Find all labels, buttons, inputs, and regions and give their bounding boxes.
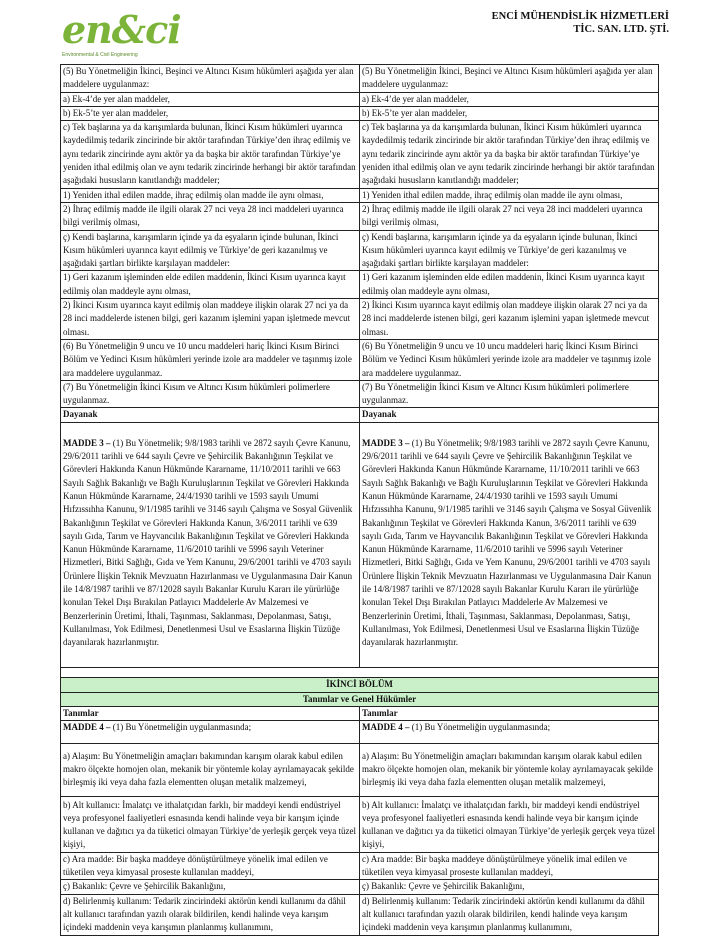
madde-4-left: [61, 721, 360, 743]
cell-left: 1) Yeniden ithal edilen madde, ihraç edilmiş olan madde ile aynı olması,: [61, 188, 360, 202]
logo-tagline: Environmental & Civil Engineering: [62, 52, 138, 58]
table-row: [61, 408, 659, 422]
company-line-2: TİC. SAN. LTD. ŞTİ.: [573, 24, 669, 35]
madde-label: MADDE 4 –: [63, 722, 111, 733]
cell-left: b) Ek-5’te yer alan maddeler,: [61, 106, 360, 120]
tanimlar-heading-left: Tanımlar: [61, 707, 360, 721]
table-row: [61, 668, 659, 678]
madde-text: (1) Bu Yönetmeliğin uygulanmasında;: [110, 722, 252, 733]
table-row: [61, 271, 659, 299]
table-row: [61, 743, 659, 796]
company-line-1: ENCİ MÜHENDİSLİK HİZMETLERİ: [491, 11, 669, 22]
table-row: [61, 202, 659, 230]
cell-right: c) Ara madde: Bir başka maddeye dönüştürülmeye yönelik imal edilen ve tüketilen veya kimyasal proseste kullanılan maddeyi,: [360, 852, 659, 880]
table-row: [61, 796, 659, 852]
cell-right: 1) Geri kazanım işleminden elde edilen maddenin, İkinci Kısım uyarınca kayıt edilmiş olan maddeyle aynı olması,: [360, 271, 659, 299]
cell-left: c) Ara madde: Bir başka maddeye dönüştürülmeye yönelik imal edilen ve tüketilen veya kimyasal proseste kullanılan maddeyi,: [61, 852, 360, 880]
cell-right: c) Tek başlarına ya da karışımlarda bulunan, İkinci Kısım hükümleri uyarınca kaydedilmiş tedarik zincirinde bir aktör tarafından Türkiye’den ihraç edilmiş ve aynı tedarik zincirinde aynı aktör ya da başka bir aktör tarafından Türkiye’ye yeniden ithal edilmiş olan ve aynı tedarik zincirinde herhangi bir aktör tarafından aşağıdaki hususların kanıtlandığı maddeler;: [360, 121, 659, 188]
cell-right: a) Ek-4’de yer alan maddeler,: [360, 92, 659, 106]
cell-left: b) Alt kullanıcı: İmalatçı ve ithalatçıdan farklı, bir maddeyi kendi endüstriyel veya profesyonel faaliyetleri esnasında kendi halinde veya bir karışım içinde kullanan ve dağıtıcı ya da tüketici olmayan Türkiye’de yerleşik gerçek veya tüzel kişiyi,: [61, 796, 360, 852]
cell-left: 1) Geri kazanım işleminden elde edilen maddenin, İkinci Kısım uyarınca kayıt edilmiş olan maddeyle aynı olması,: [61, 271, 360, 299]
section-row: [61, 678, 659, 692]
table-row: [61, 92, 659, 106]
cell-right: ç) Bakanlık: Çevre ve Şehircilik Bakanlığını,: [360, 880, 659, 894]
madde-text: (1) Bu Yönetmelik; 9/8/1983 tarihli ve 2872 sayılı Çevre Kanunu, 29/6/2011 tarihli ve 644 sayılı Çevre ve Şehircilik Bakanlığının Teşkilat ve Görevleri Hakkında Kanun Hükmünde Kararname, 11/10/2011 tarihli ve 663 Sayılı Sağlık Bakanlığı ve Bağlı Kuruluşlarının Teşkilat ve Görevleri Hakkında Kanun Hükmünde Kararname, 24/4/1930 tarihli ve 1593 sayılı Umumi Hıfzıssıhha Kanunu, 9/1/1985 tarihli ve 3146 sayılı Çalışma ve Sosyal Güvenlik Bakanlığının Teşkilat ve Görevleri Hakkında Kanun, 3/6/2011 tarihli ve 639 sayılı Gıda, Tarım ve Hayvancılık Bakanlığının Teşkilat ve Görevleri Hakkında Kanun Hükmünde Kararname, 11/6/2010 tarihli ve 5996 sayılı Veteriner Hizmetleri, Bitki Sağlığı, Gıda ve Yem Kanunu, 29/6/2001 tarihli ve 4703 sayılı Ürünlere İlişkin Teknik Mevzuatın Hazırlanması ve Uygulanmasına Dair Kanun ile 14/8/1987 tarihli ve 87/12028 sayılı Bakanlar Kurulu Kararı ile yürürlüğe konulan Tekel Dışı Bırakılan Patlayıcı Maddelerle Av Malzemesi ve Benzerlerinin Üretimi, İthali, Taşınması, Saklanması, Depolanması, Satışı, Kullanılması, Yok Edilmesi, Denetlenmesi Usul ve Esaslarına İlişkin Tüzüğe dayanılarak hazırlanmıştır.: [362, 437, 652, 648]
cell-right: (6) Bu Yönetmeliğin 9 uncu ve 10 uncu maddeleri hariç İkinci Kısım Birinci Bölüm ve Yedinci Kısım hükümleri yerinde izole ara maddeler ve taşınmış izole ara maddelere uygulanmaz.: [360, 339, 659, 380]
madde-label: MADDE 3 –: [63, 437, 111, 448]
cell-left: a) Ek-4’de yer alan maddeler,: [61, 92, 360, 106]
cell-left: (5) Bu Yönetmeliğin İkinci, Beşinci ve Altıncı Kısım hükümleri aşağıda yer alan maddelere uygulanmaz:: [61, 65, 360, 93]
madde-label: MADDE 4 –: [362, 722, 410, 733]
section-title: Tanımlar ve Genel Hükümler: [61, 692, 659, 706]
madde-text: (1) Bu Yönetmelik; 9/8/1983 tarihli ve 2872 sayılı Çevre Kanunu, 29/6/2011 tarihli ve 644 sayılı Çevre ve Şehircilik Bakanlığının Teşkilat ve Görevleri Hakkında Kanun Hükmünde Kararname, 11/10/2011 tarihli ve 663 Sayılı Sağlık Bakanlığı ve Bağlı Kuruluşlarının Teşkilat ve Görevleri Hakkında Kanun Hükmünde Kararname, 24/4/1930 tarihli ve 1593 sayılı Umumi Hıfzıssıhha Kanunu, 9/1/1985 tarihli ve 3146 sayılı Çalışma ve Sosyal Güvenlik Bakanlığının Teşkilat ve Görevleri Hakkında Kanun, 3/6/2011 tarihli ve 639 sayılı Gıda, Tarım ve Hayvancılık Bakanlığının Teşkilat ve Görevleri Hakkında Kanun Hükmünde Kararname, 11/6/2010 tarihli ve 5996 sayılı Veteriner Hizmetleri, Bitki Sağlığı, Gıda ve Yem Kanunu, 29/6/2001 tarihli ve 4703 sayılı Ürünlere İlişkin Teknik Mevzuatın Hazırlanması ve Uygulanmasına Dair Kanun ile 14/8/1987 tarihli ve 87/12028 sayılı Bakanlar Kurulu Kararı ile yürürlüğe konulan Tekel Dışı Bırakılan Patlayıcı Maddelerle Av Malzemesi ve Benzerlerinin Üretimi, İthali, Taşınması, Saklanması, Depolanması, Satışı, Kullanılması, Yok Edilmesi, Denetlenmesi Usul ve Esaslarına İlişkin Tüzüğe dayanılarak hazırlanmıştır.: [63, 437, 353, 648]
section-bolum: İKİNCİ BÖLÜM: [61, 678, 659, 692]
table-row: [61, 380, 659, 408]
table-row: [61, 106, 659, 120]
cell-left: 2) İkinci Kısım uyarınca kayıt edilmiş olan maddeye ilişkin olarak 27 nci ya da 28 inci maddelerde istenen bilgi, geri kazanım işlemini yapan işletmede mevcut olması.: [61, 299, 360, 340]
table-row: [61, 230, 659, 271]
company-name: [492, 10, 669, 36]
table-row: [61, 339, 659, 380]
madde-text: (1) Bu Yönetmeliğin uygulanmasında;: [409, 722, 551, 733]
table-row: [61, 894, 659, 935]
table-row: [61, 121, 659, 188]
cell-right: 2) İkinci Kısım uyarınca kayıt edilmiş olan maddeye ilişkin olarak 27 nci ya da 28 inci maddelerde istenen bilgi, geri kazanım işlemini yapan işletmede mevcut olması.: [360, 299, 659, 340]
table-row: [61, 707, 659, 721]
tanimlar-heading-right: Tanımlar: [360, 707, 659, 721]
cell-right: (7) Bu Yönetmeliğin İkinci Kısım ve Altıncı Kısım hükümleri polimerlere uygulanmaz.: [360, 380, 659, 408]
dayanak-heading-left: Dayanak: [61, 408, 360, 422]
comparison-table: [60, 64, 659, 936]
table-row: [61, 422, 659, 668]
madde-3-left: [61, 422, 360, 668]
cell-right: (5) Bu Yönetmeliğin İkinci, Beşinci ve Altıncı Kısım hükümleri aşağıda yer alan maddelere uygulanmaz:: [360, 65, 659, 93]
cell-right: b) Ek-5’te yer alan maddeler,: [360, 106, 659, 120]
cell-right: 2) İhraç edilmiş madde ile ilgili olarak 27 nci veya 28 inci maddeleri uyarınca bilgi verilmiş olması,: [360, 202, 659, 230]
madde-3-right: [360, 422, 659, 668]
dayanak-heading-right: Dayanak: [360, 408, 659, 422]
cell-left: d) Belirlenmiş kullanım: Tedarik zincirindeki aktörün kendi kullanımı da dâhil alt kullanıcı tarafından yazılı olarak bildirilen, kendi halinde veya karışım içindeki maddenin veya karışımın planlanmış kullanımını,: [61, 894, 360, 935]
company-logo: [58, 7, 181, 66]
cell-left: ç) Bakanlık: Çevre ve Şehircilik Bakanlığını,: [61, 880, 360, 894]
cell-right: b) Alt kullanıcı: İmalatçı ve ithalatçıdan farklı, bir maddeyi kendi endüstriyel veya profesyonel faaliyetleri esnasında kendi halinde veya bir karışım içinde kullanan ve dağıtıcı ya da tüketici olmayan Türkiye’de yerleşik gerçek veya tüzel kişiyi,: [360, 796, 659, 852]
logo-wordmark: en&ci: [62, 7, 181, 52]
madde-label: MADDE 3 –: [362, 437, 410, 448]
cell-left: c) Tek başlarına ya da karışımlarda bulunan, İkinci Kısım hükümleri uyarınca kaydedilmiş tedarik zincirinde bir aktör tarafından Türkiye’den ihraç edilmiş ve aynı tedarik zincirinde aynı aktör ya da başka bir aktör tarafından Türkiye’ye yeniden ithal edilmiş olan ve aynı tedarik zincirinde herhangi bir aktör tarafından aşağıdaki hususların kanıtlandığı maddeler;: [61, 121, 360, 188]
table-row: [61, 852, 659, 880]
cell-right: d) Belirlenmiş kullanım: Tedarik zincirindeki aktörün kendi kullanımı da dâhil alt kullanıcı tarafından yazılı olarak bildirilen, kendi halinde veya karışım içindeki maddenin veya karışımın planlanmış kullanımını,: [360, 894, 659, 935]
table-row: [61, 721, 659, 743]
table-row: [61, 880, 659, 894]
cell-left: (7) Bu Yönetmeliğin İkinci Kısım ve Altıncı Kısım hükümleri polimerlere uygulanmaz.: [61, 380, 360, 408]
cell-right: ç) Kendi başlarına, karışımların içinde ya da eşyaların içinde bulunan, İkinci Kısım hükümleri uyarınca kayıt edilmiş ve Türkiye’de geri kazanılmış ve aşağıdaki şartları birlikte karşılayan maddeler:: [360, 230, 659, 271]
table-row: [61, 188, 659, 202]
cell-left: ç) Kendi başlarına, karışımların içinde ya da eşyaların içinde bulunan, İkinci Kısım hükümleri uyarınca kayıt edilmiş ve Türkiye’de geri kazanılmış ve aşağıdaki şartları birlikte karşılayan maddeler:: [61, 230, 360, 271]
table-row: [61, 299, 659, 340]
cell-left: 2) İhraç edilmiş madde ile ilgili olarak 27 nci veya 28 inci maddeleri uyarınca bilgi verilmiş olması,: [61, 202, 360, 230]
cell-left: a) Alaşım: Bu Yönetmeliğin amaçları bakımından karışım olarak kabul edilen makro ölçekte homojen olan, mekanik bir yöntemle kolay ayrılamayacak şekilde birleşmiş iki veya daha fazla elementten oluşan metalik malzemeyi,: [61, 743, 360, 796]
cell-right: a) Alaşım: Bu Yönetmeliğin amaçları bakımından karışım olarak kabul edilen makro ölçekte homojen olan, mekanik bir yöntemle kolay ayrılamayacak şekilde birleşmiş iki veya daha fazla elementten oluşan metalik malzemeyi,: [360, 743, 659, 796]
cell-left: (6) Bu Yönetmeliğin 9 uncu ve 10 uncu maddeleri hariç İkinci Kısım Birinci Bölüm ve Yedinci Kısım hükümleri yerinde izole ara maddeler ve taşınmış izole ara maddelere uygulanmaz.: [61, 339, 360, 380]
table-row: [61, 65, 659, 93]
spacer-cell: [61, 668, 659, 678]
madde-4-right: [360, 721, 659, 743]
section-row: [61, 692, 659, 706]
cell-right: 1) Yeniden ithal edilen madde, ihraç edilmiş olan madde ile aynı olması,: [360, 188, 659, 202]
